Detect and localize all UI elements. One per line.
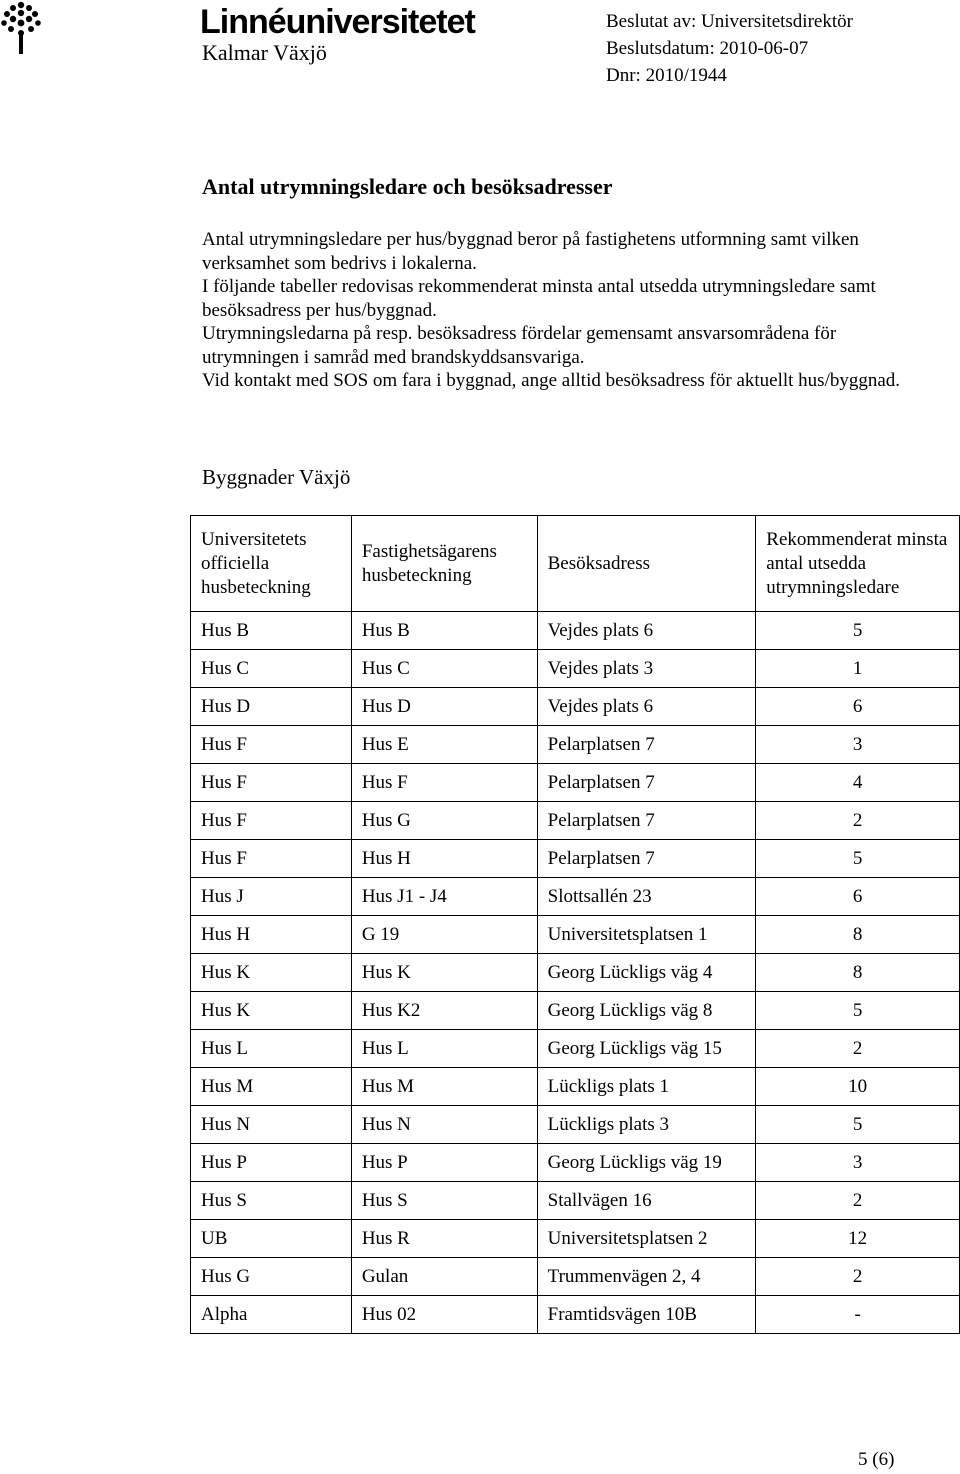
evacuation-leaders-cell: 4 [756,764,960,802]
official-name-cell: Hus K [191,954,352,992]
owner-name-cell: Hus R [351,1220,537,1258]
owner-name-cell: Hus G [351,802,537,840]
visiting-address-cell: Lückligs plats 3 [537,1106,756,1144]
evacuation-leaders-cell: 12 [756,1220,960,1258]
visiting-address-cell: Stallvägen 16 [537,1182,756,1220]
official-name-cell: Hus F [191,726,352,764]
table-row [191,954,960,992]
owner-name-cell: Hus S [351,1182,537,1220]
visiting-address-cell: Pelarplatsen 7 [537,764,756,802]
official-name-cell: Hus K [191,992,352,1030]
owner-name-cell: Hus B [351,612,537,650]
table-row [191,878,960,916]
owner-name-cell: Hus N [351,1106,537,1144]
evacuation-leaders-cell: 2 [756,1030,960,1068]
visiting-address-cell: Lückligs plats 1 [537,1068,756,1106]
intro-paragraph: Vid kontakt med SOS om fara i byggnad, ange alltid besöksadress för aktuellt hus/byggnad. [202,370,901,391]
table-row [191,1258,960,1296]
visiting-address-cell: Framtidsvägen 10B [537,1296,756,1334]
owner-name-cell: Hus K [351,954,537,992]
evacuation-leaders-cell: 3 [756,1144,960,1182]
visiting-address-cell: Georg Lückligs väg 8 [537,992,756,1030]
owner-name-cell: Hus E [351,726,537,764]
visiting-address-cell: Trummenvägen 2, 4 [537,1258,756,1296]
evacuation-leaders-cell: 6 [756,688,960,726]
official-name-cell: Hus G [191,1258,352,1296]
university-name: Linnéuniversitetet [200,3,475,41]
decision-date: Beslutsdatum: 2010-06-07 [606,38,809,59]
owner-name-cell: Hus D [351,688,537,726]
evacuation-leaders-cell: 8 [756,916,960,954]
table-row [191,1220,960,1258]
buildings-table [190,515,960,1334]
visiting-address-cell: Pelarplatsen 7 [537,726,756,764]
official-name-cell: Hus D [191,688,352,726]
official-name-cell: Hus J [191,878,352,916]
official-name-cell: Hus B [191,612,352,650]
section-title: Byggnader Växjö [202,465,351,489]
evacuation-leaders-cell: 5 [756,840,960,878]
official-name-cell: Hus H [191,916,352,954]
university-logo [0,0,520,74]
table-row [191,764,960,802]
intro-paragraph: I följande tabeller redovisas rekommenderat minsta antal utsedda utrymningsledare samt besöksadress per hus/byggnad. [202,276,876,321]
evacuation-leaders-cell: - [756,1296,960,1334]
column-header-evacuation-leaders: Rekommenderat minsta antal utsedda utrymningsledare [756,516,960,612]
official-name-cell: Hus F [191,802,352,840]
evacuation-leaders-cell: 6 [756,878,960,916]
official-name-cell: Alpha [191,1296,352,1334]
evacuation-leaders-cell: 2 [756,1258,960,1296]
evacuation-leaders-cell: 5 [756,612,960,650]
evacuation-leaders-cell: 10 [756,1068,960,1106]
table-row [191,992,960,1030]
column-header-visiting-address: Besöksadress [537,516,756,612]
owner-name-cell: Hus J1 - J4 [351,878,537,916]
table-row [191,612,960,650]
table-row [191,1106,960,1144]
visiting-address-cell: Georg Lückligs väg 15 [537,1030,756,1068]
table-header-row [191,516,960,612]
table-row [191,1182,960,1220]
evacuation-leaders-cell: 8 [756,954,960,992]
page-number: 5 (6) [858,1449,895,1470]
table-row [191,1068,960,1106]
visiting-address-cell: Pelarplatsen 7 [537,802,756,840]
visiting-address-cell: Pelarplatsen 7 [537,840,756,878]
visiting-address-cell: Universitetsplatsen 1 [537,916,756,954]
official-name-cell: Hus L [191,1030,352,1068]
official-name-cell: Hus F [191,764,352,802]
table-row [191,726,960,764]
evacuation-leaders-cell: 5 [756,992,960,1030]
visiting-address-cell: Universitetsplatsen 2 [537,1220,756,1258]
evacuation-leaders-cell: 2 [756,802,960,840]
intro-text [202,228,902,393]
column-header-official-name: Universitetets officiella husbeteckning [191,516,352,612]
visiting-address-cell: Slottsallén 23 [537,878,756,916]
official-name-cell: Hus P [191,1144,352,1182]
owner-name-cell: Hus K2 [351,992,537,1030]
owner-name-cell: Hus P [351,1144,537,1182]
owner-name-cell: Hus H [351,840,537,878]
decision-info [606,8,853,89]
owner-name-cell: G 19 [351,916,537,954]
table-body [191,612,960,1334]
table-row [191,840,960,878]
owner-name-cell: Gulan [351,1258,537,1296]
official-name-cell: Hus S [191,1182,352,1220]
official-name-cell: Hus N [191,1106,352,1144]
official-name-cell: UB [191,1220,352,1258]
official-name-cell: Hus F [191,840,352,878]
visiting-address-cell: Vejdes plats 6 [537,612,756,650]
campus-names: Kalmar Växjö [202,40,327,65]
table-row [191,916,960,954]
table-row [191,802,960,840]
registration-number: Dnr: 2010/1944 [606,65,727,86]
evacuation-leaders-cell: 5 [756,1106,960,1144]
table-row [191,688,960,726]
visiting-address-cell: Georg Lückligs väg 19 [537,1144,756,1182]
visiting-address-cell: Vejdes plats 3 [537,650,756,688]
visiting-address-cell: Vejdes plats 6 [537,688,756,726]
owner-name-cell: Hus C [351,650,537,688]
official-name-cell: Hus C [191,650,352,688]
evacuation-leaders-cell: 1 [756,650,960,688]
evacuation-leaders-cell: 2 [756,1182,960,1220]
owner-name-cell: Hus M [351,1068,537,1106]
table-row [191,1296,960,1334]
decided-by: Beslutat av: Universitetsdirektör [606,11,853,32]
intro-paragraph: Antal utrymningsledare per hus/byggnad beror på fastighetens utformning samt vilken verksamhet som bedrivs i lokalerna. [202,229,859,274]
document-heading: Antal utrymningsledare och besöksadresser [202,174,613,199]
owner-name-cell: Hus L [351,1030,537,1068]
visiting-address-cell: Georg Lückligs väg 4 [537,954,756,992]
tree-logo-icon [0,0,42,56]
column-header-owner-name: Fastighetsägarens husbeteckning [351,516,537,612]
table-row [191,1030,960,1068]
owner-name-cell: Hus F [351,764,537,802]
evacuation-leaders-cell: 3 [756,726,960,764]
official-name-cell: Hus M [191,1068,352,1106]
table-row [191,1144,960,1182]
intro-paragraph: Utrymningsledarna på resp. besöksadress fördelar gemensamt ansvarsområdena för utrymningen i samråd med brandskyddsansvariga. [202,323,837,368]
table-row [191,650,960,688]
owner-name-cell: Hus 02 [351,1296,537,1334]
